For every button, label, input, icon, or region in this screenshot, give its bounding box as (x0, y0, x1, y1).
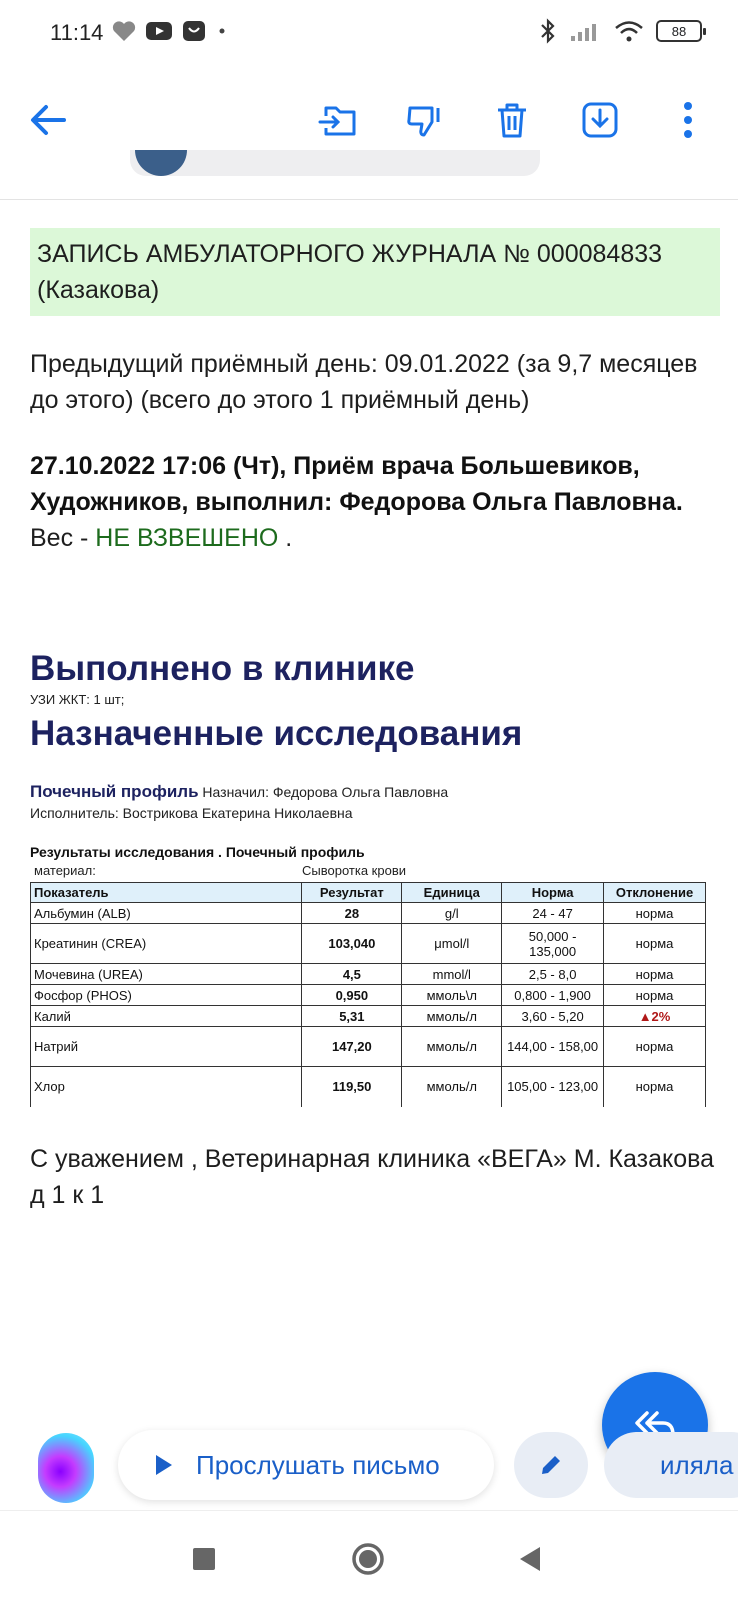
cell-norm: 0,800 - 1,900 (502, 985, 604, 1006)
results-title: Результаты исследования . Почечный профиль (30, 844, 365, 860)
cell-deviation: норма (604, 903, 706, 924)
shopping-bag-icon (182, 20, 206, 42)
trash-icon (494, 101, 530, 139)
heart-icon (112, 20, 136, 42)
battery-indicator: 88 (656, 20, 702, 42)
cell-norm: 144,00 - 158,00 (502, 1027, 604, 1067)
spam-button[interactable] (400, 96, 448, 144)
table-row (31, 1006, 706, 1027)
cell-result: 119,50 (302, 1067, 402, 1107)
status-bar (0, 0, 738, 66)
header-unit: Единица (402, 883, 502, 903)
table-row (31, 964, 706, 985)
thumbs-down-icon (404, 102, 444, 138)
pencil-icon (538, 1452, 564, 1478)
done-heading: Выполнено в клинике (30, 649, 415, 688)
more-vertical-icon (682, 101, 694, 139)
home-button[interactable] (348, 1539, 388, 1579)
table-row (31, 903, 706, 924)
weight-line (30, 520, 720, 556)
table-row (31, 1027, 706, 1067)
cell-name: Альбумин (ALB) (31, 903, 302, 924)
cell-unit: ммоль/л (402, 1067, 502, 1107)
assigned-by: Назначил: Федорова Ольга Павловна (198, 784, 449, 800)
cell-unit: mmol/l (402, 964, 502, 985)
cell-deviation: норма (604, 985, 706, 1006)
dot-icon (216, 25, 228, 37)
email-toolbar (0, 80, 738, 160)
cell-unit: g/l (402, 903, 502, 924)
youtube-icon (146, 21, 172, 41)
weight-value: НЕ ВЗВЕШЕНО (95, 524, 279, 552)
cell-result: 0,950 (302, 985, 402, 1006)
arrow-left-icon (28, 102, 68, 138)
collapsed-sender-header[interactable] (130, 150, 540, 176)
cell-unit: ммоль/л (402, 1027, 502, 1067)
signal-icon (570, 20, 602, 42)
results-table (30, 882, 706, 1107)
triangle-back-icon (517, 1545, 543, 1573)
visit-info: 27.10.2022 17:06 (Чт), Приём врача Большевиков, Художников, выполнил: Федорова Ольга Павловна. (30, 452, 683, 516)
move-to-folder-button[interactable] (314, 96, 362, 144)
cell-deviation: ▲2% (604, 1006, 706, 1027)
play-icon (154, 1453, 174, 1477)
table-row (31, 924, 706, 964)
table-row (31, 1067, 706, 1107)
material-value: Сыворотка крови (302, 863, 406, 878)
cell-name: Мочевина (UREA) (31, 964, 302, 985)
signature: С уважением , Ветеринарная клиника «ВЕГА» М. Казакова д 1 к 1 (30, 1144, 715, 1209)
divider (0, 199, 738, 200)
material-line (30, 863, 720, 878)
reply-all-button[interactable] (604, 1432, 738, 1498)
weight-end: . (278, 524, 293, 552)
reply-all-label: иляла (660, 1450, 734, 1480)
cell-norm: 105,00 - 123,00 (502, 1067, 604, 1107)
cell-name: Креатинин (CREA) (31, 924, 302, 964)
profile-name: Почечный профиль (30, 782, 199, 801)
circle-icon (350, 1541, 386, 1577)
cell-unit: μmol/l (402, 924, 502, 964)
cell-result: 147,20 (302, 1027, 402, 1067)
previous-day-text: Предыдущий приёмный день: 09.01.2022 (за 9,7 месяцев до этого) (всего до этого 1 приёмный день) (30, 350, 698, 414)
cell-norm: 50,000 - 135,000 (502, 924, 604, 964)
email-body (30, 228, 720, 1213)
compose-button[interactable] (514, 1432, 588, 1498)
journal-title: ЗАПИСЬ АМБУЛАТОРНОГО ЖУРНАЛА № 000084833 (Казакова) (30, 228, 720, 316)
listen-email-button[interactable] (118, 1430, 494, 1500)
download-icon (581, 101, 619, 139)
cell-unit: ммоль\л (402, 985, 502, 1006)
cell-norm: 3,60 - 5,20 (502, 1006, 604, 1027)
header-result: Результат (302, 883, 402, 903)
wifi-icon (614, 20, 644, 42)
status-time: 11:14 (50, 20, 104, 45)
cell-deviation: норма (604, 924, 706, 964)
cell-result: 5,31 (302, 1006, 402, 1027)
back-button[interactable] (24, 96, 72, 144)
save-button[interactable] (576, 96, 624, 144)
executor: Исполнитель: Вострикова Екатерина Николаевна (30, 805, 353, 821)
assistant-orb-icon[interactable] (38, 1433, 94, 1503)
bluetooth-icon (538, 18, 558, 44)
header-parameter: Показатель (31, 883, 302, 903)
delete-button[interactable] (488, 96, 536, 144)
square-icon (191, 1546, 217, 1572)
header-norm: Норма (502, 883, 604, 903)
cell-unit: ммоль/л (402, 1006, 502, 1027)
cell-result: 103,040 (302, 924, 402, 964)
table-row (31, 985, 706, 1006)
profile-info (30, 781, 720, 824)
done-item: УЗИ ЖКТ: 1 шт; (30, 692, 125, 707)
cell-deviation: норма (604, 1067, 706, 1107)
cell-result: 4,5 (302, 964, 402, 985)
cell-result: 28 (302, 903, 402, 924)
back-nav-button[interactable] (510, 1539, 550, 1579)
cell-name: Фосфор (PHOS) (31, 985, 302, 1006)
cell-name: Натрий (31, 1027, 302, 1067)
recents-button[interactable] (184, 1539, 224, 1579)
cell-name: Калий (31, 1006, 302, 1027)
cell-name: Хлор (31, 1067, 302, 1107)
move-to-folder-icon (318, 102, 358, 138)
more-options-button[interactable] (664, 96, 712, 144)
cell-norm: 24 - 47 (502, 903, 604, 924)
material-label: материал: (34, 863, 96, 878)
cell-deviation: норма (604, 964, 706, 985)
cell-norm: 2,5 - 8,0 (502, 964, 604, 985)
cell-deviation: норма (604, 1027, 706, 1067)
weight-label: Вес - (30, 524, 96, 552)
assigned-heading: Назначенные исследования (30, 714, 523, 753)
table-header-row (31, 883, 706, 903)
system-nav-bar (0, 1510, 738, 1600)
header-deviation: Отклонение (604, 883, 706, 903)
listen-email-label: Прослушать письмо (196, 1449, 440, 1480)
status-system-icons (538, 18, 702, 44)
status-notification-icons (112, 20, 228, 42)
